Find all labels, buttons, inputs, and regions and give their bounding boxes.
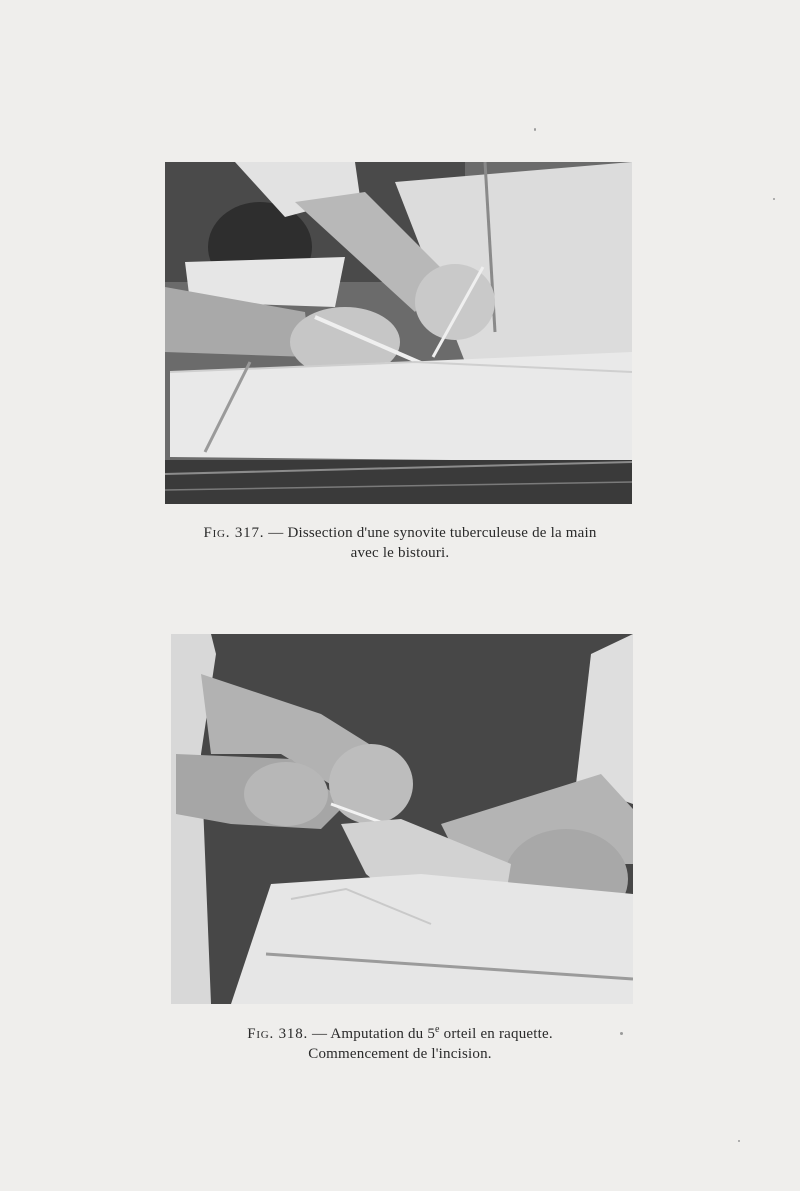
figure-318-superscript: e <box>435 1024 440 1035</box>
paper-speck <box>534 128 536 131</box>
figure-317-label: Fig. 317. <box>203 525 265 541</box>
figure-318-label: Fig. 318. <box>247 1026 309 1042</box>
figure-318-text-1b: orteil en raquette. <box>439 1026 553 1042</box>
paper-speck <box>773 198 775 200</box>
figure-317-dash: — <box>264 525 288 541</box>
figure-317-text-2: avec le bistouri. <box>350 545 450 561</box>
figure-317-caption <box>0 523 800 563</box>
figure-317-text-1: Dissection d'une synovite tuberculeuse de la main <box>287 525 597 541</box>
photo-hand-dissection <box>165 162 632 504</box>
paper-speck <box>738 1140 740 1142</box>
figure-318-caption <box>0 1020 800 1064</box>
photo-toe-amputation <box>171 634 633 1004</box>
figure-318-text-2: Commencement de l'incision. <box>308 1046 492 1062</box>
figure-318-caption-line1 <box>0 1020 800 1044</box>
figure-317-caption-line1 <box>0 523 800 543</box>
figure-318-text-1a: Amputation du 5 <box>330 1026 436 1042</box>
paper-speck <box>620 1032 623 1035</box>
figure-318-dash: — <box>308 1026 331 1042</box>
